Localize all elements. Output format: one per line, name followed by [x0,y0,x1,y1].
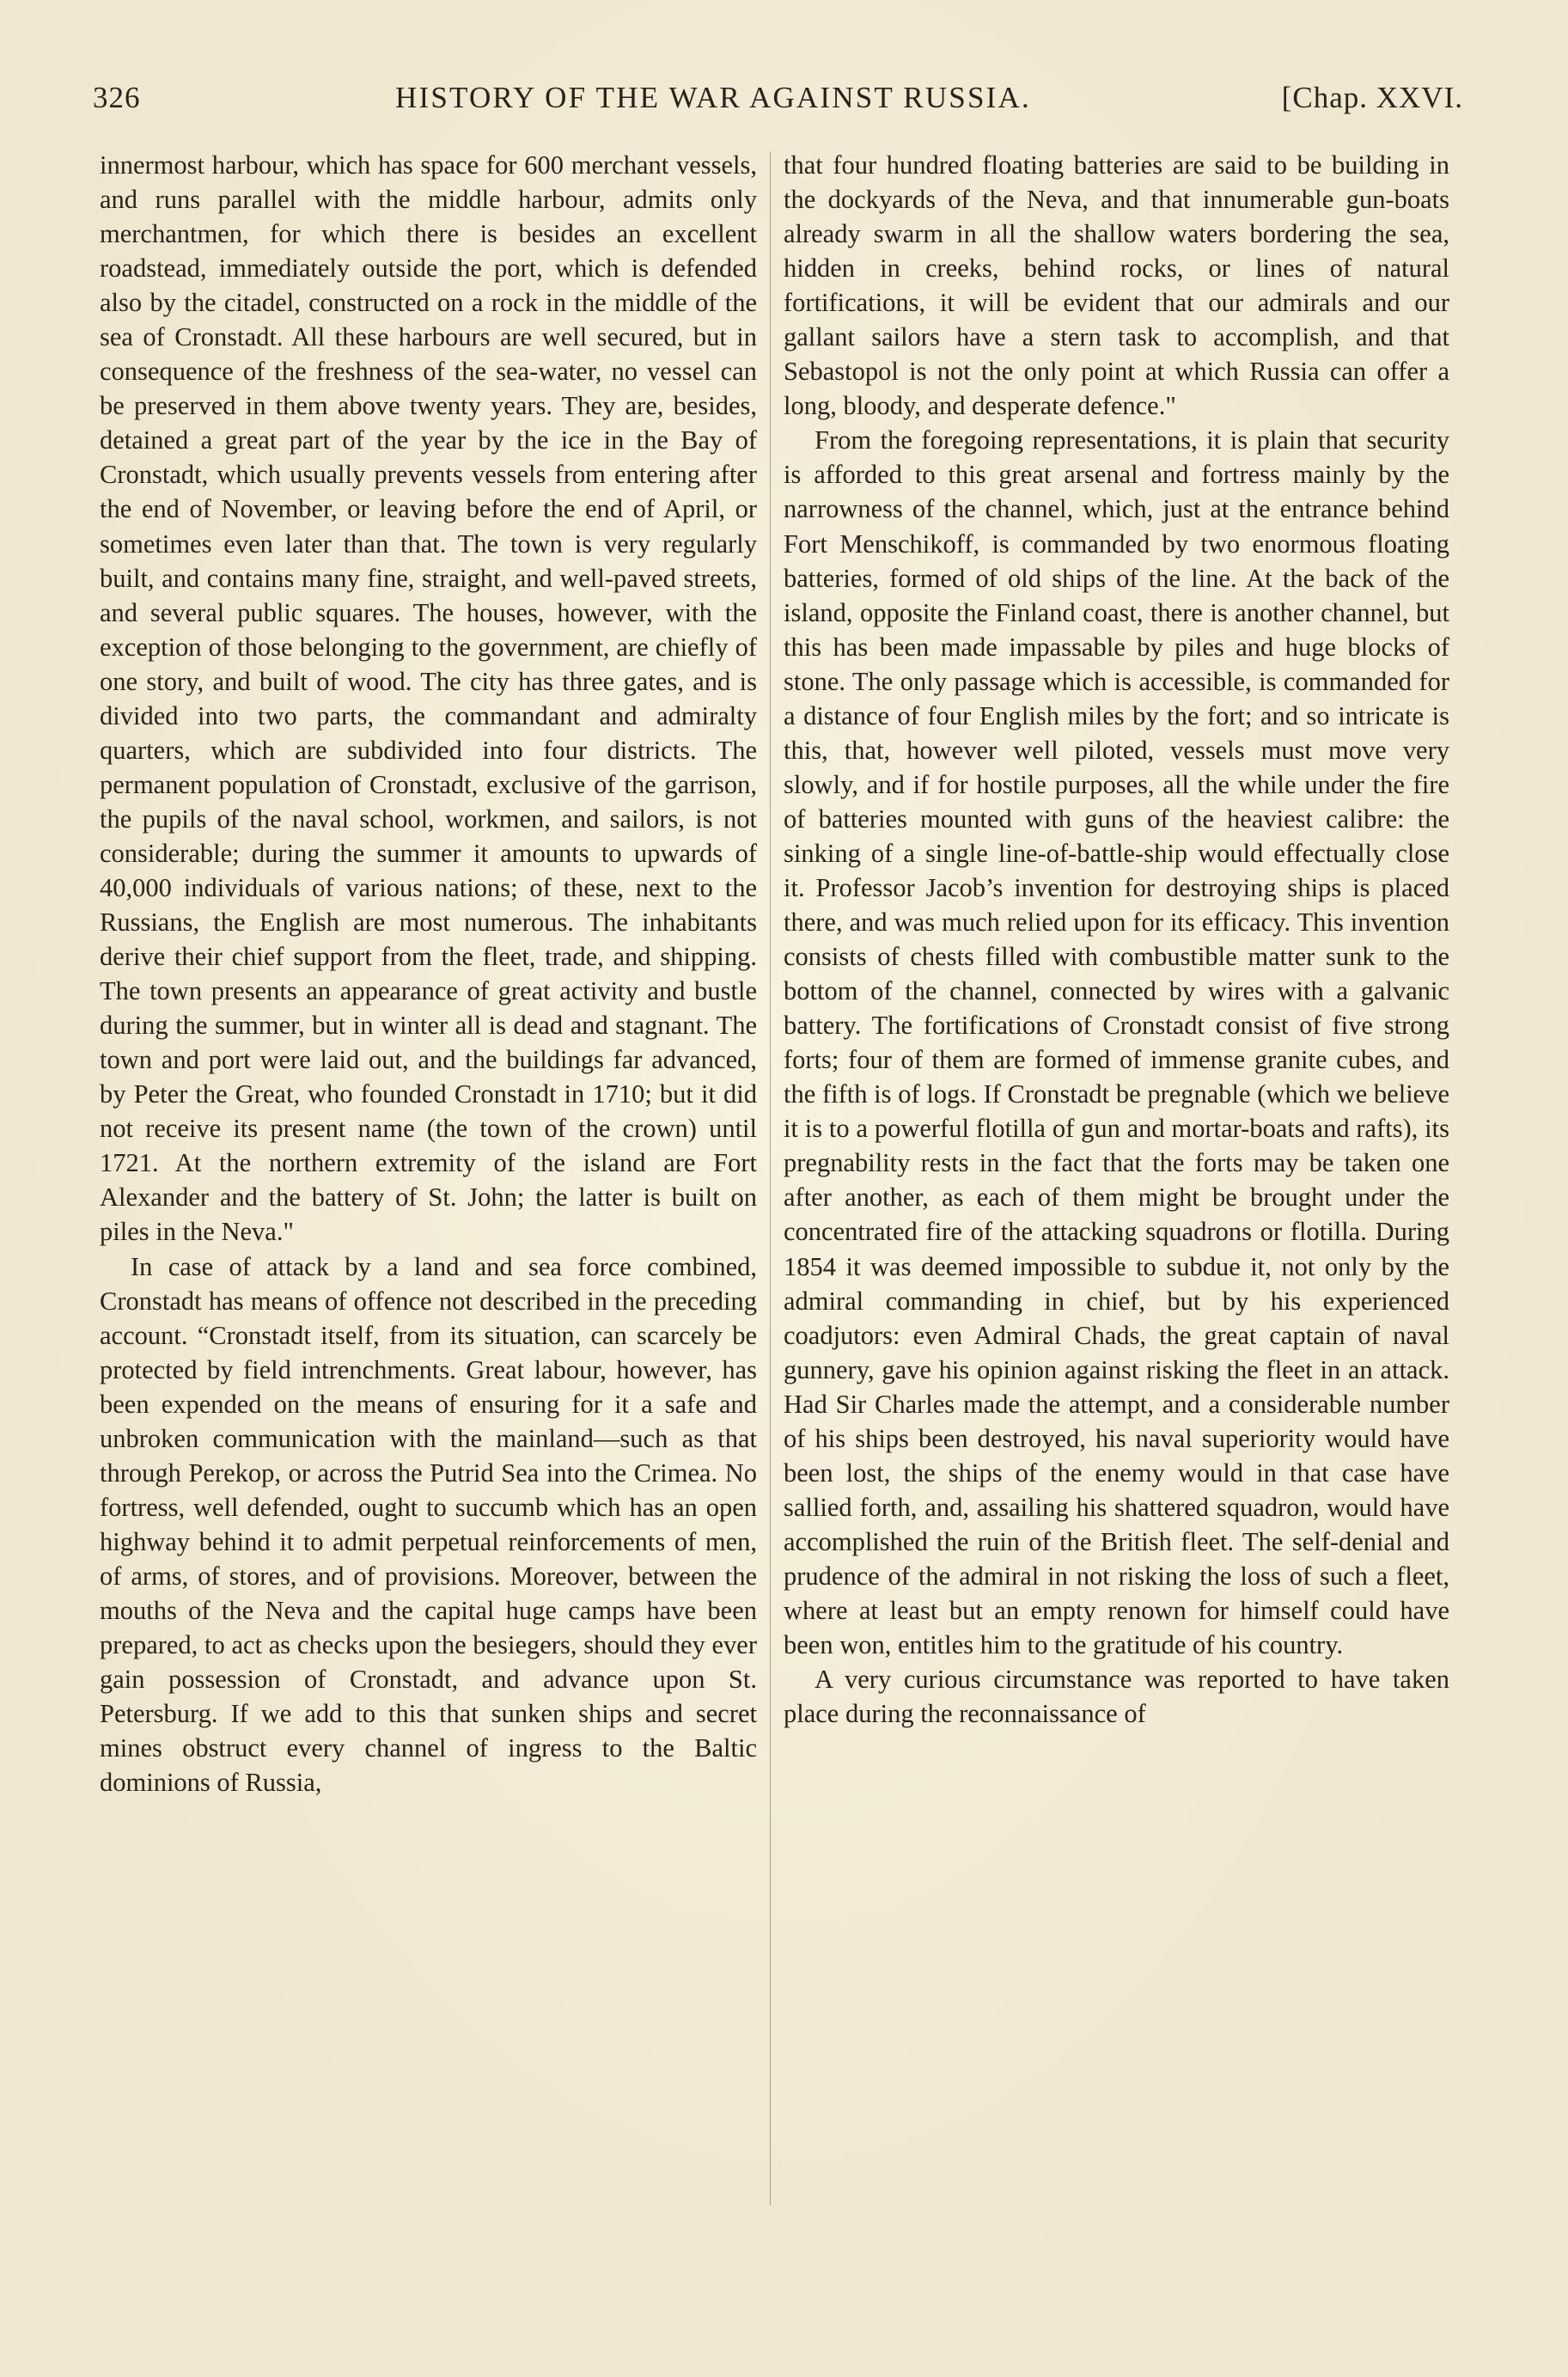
left-column [100,148,757,1800]
page-header [93,81,1467,125]
chapter-label: [Chap. XXVI. [1281,81,1463,114]
left-paragraph-1: innermost harbour, which has space for 600 merchant vessels, and runs parallel with the middle harbour, admits only merchantmen, for which there is besides an excellent roadstead, immediately outside the port, which is defended also by the citadel, constructed on a rock in the middle of the sea of Cronstadt. All these harbours are well secured, but in consequence of the freshness of the sea-water, no vessel can be preserved in them above twenty years. They are, besides, detained a great part of the year by the ice in the Bay of Cronstadt, which usually prevents vessels from entering after the end of November, or leaving before the end of April, or sometimes even later than that. The town is very regularly built, and contains many fine, straight, and well-paved streets, and several public squares. The houses, however, with the exception of those belonging to the government, are chiefly of one story, and built of wood. The city has three gates, and is divided into two parts, the commandant and admiralty quarters, which are subdivided into four districts. The permanent population of Cronstadt, exclusive of the garrison, the pupils of the naval school, workmen, and sailors, is not considerable; during the summer it amounts to upwards of 40,000 individuals of various nations; of these, next to the Russians, the English are most numerous. The inhabitants derive their chief support from the fleet, trade, and shipping. The town presents an appearance of great activity and bustle during the summer, but in winter all is dead and stagnant. The town and port were laid out, and the buildings far advanced, by Peter the Great, who founded Cronstadt in 1710; but it did not receive its present name (the town of the crown) until 1721. At the northern extremity of the island are Fort Alexander and the battery of St. John; the latter is built on piles in the Neva." [100,150,757,1247]
right-paragraph-1: that four hundred floating batteries are said to be building in the dockyards of the Neva, and that innumerable gun-boats already swarm in all the shallow waters bordering the sea, hidden in creeks, behind rocks, or lines of natural fortifications, it will be evident that our admirals and our gallant sailors have a stern task to accomplish, and that Sebastopol is not the only point at which Russia can offer a long, bloody, and desperate defence." [784,150,1449,421]
right-paragraph-3: A very curious circumstance was reported to have taken place during the reconnaissance of [784,1665,1449,1729]
page-number: 326 [93,81,141,114]
column-divider [770,151,771,2205]
running-title: HISTORY OF THE WAR AGAINST RUSSIA. [395,81,1031,114]
right-column [784,148,1449,1731]
left-paragraph-2: In case of attack by a land and sea force combined, Cronstadt has means of offence not described in the preceding account. “Cronstadt itself, from its situation, can scarcely be protected by field intrenchments. Great labour, however, has been expended on the means of ensuring for it a safe and unbroken communication with the mainland—such as that through Perekop, or across the Putrid Sea into the Crimea. No fortress, well defended, ought to succumb which has an open highway behind it to admit perpetual reinforcements of men, of arms, of stores, and of provisions. Moreover, between the mouths of the Neva and the capital huge camps have been prepared, to act as checks upon the besiegers, should they ever gain possession of Cronstadt, and advance upon St. Petersburg. If we add to this that sunken ships and secret mines obstruct every channel of ingress to the Baltic dominions of Russia, [100,1251,757,1798]
right-paragraph-2: From the foregoing representations, it is plain that security is afforded to this great arsenal and fortress mainly by the narrowness of the channel, which, just at the entrance behind Fort Menschikoff, is commanded by two enormous floating batteries, formed of old ships of the line. At the back of the island, opposite the Finland coast, there is another channel, but this has been made impassable by piles and huge blocks of stone. The only passage which is accessible, is commanded for a distance of four English miles by the fort; and so intricate is this, that, however well piloted, vessels must move very slowly, and if for hostile purposes, all the while under the fire of batteries mounted with guns of the heaviest calibre: the sinking of a single line-of-battle-ship would effectually close it. Professor Jacob’s invention for destroying ships is placed there, and was much relied upon for its efficacy. This invention consists of chests filled with combustible matter sunk to the bottom of the channel, connected by wires with a galvanic battery. The fortifications of Cronstadt consist of five strong forts; four of them are formed of immense granite cubes, and the fifth is of logs. If Cronstadt be pregnable (which we believe it is to a powerful flotilla of gun and mortar-boats and rafts), its pregnability rests in the fact that the forts may be taken one after another, as each of them might be brought under the concentrated fire of the attacking squadrons or flotilla. During 1854 it was deemed impossible to subdue it, not only by the admiral commanding in chief, but by his experienced coadjutors: even Admiral Chads, the great captain of naval gunnery, gave his opinion against risking the fleet in an attack. Had Sir Charles made the attempt, and a considerable number of his ships been destroyed, his naval superiority would have been lost, the ships of the enemy would in that case have sallied forth, and, assailing his shattered squadron, would have accomplished the ruin of the British fleet. The self-denial and prudence of the admiral in not risking the loss of such a fleet, where at least but an empty renown for himself could have been won, entitles him to the gratitude of his country. [784,425,1449,1660]
